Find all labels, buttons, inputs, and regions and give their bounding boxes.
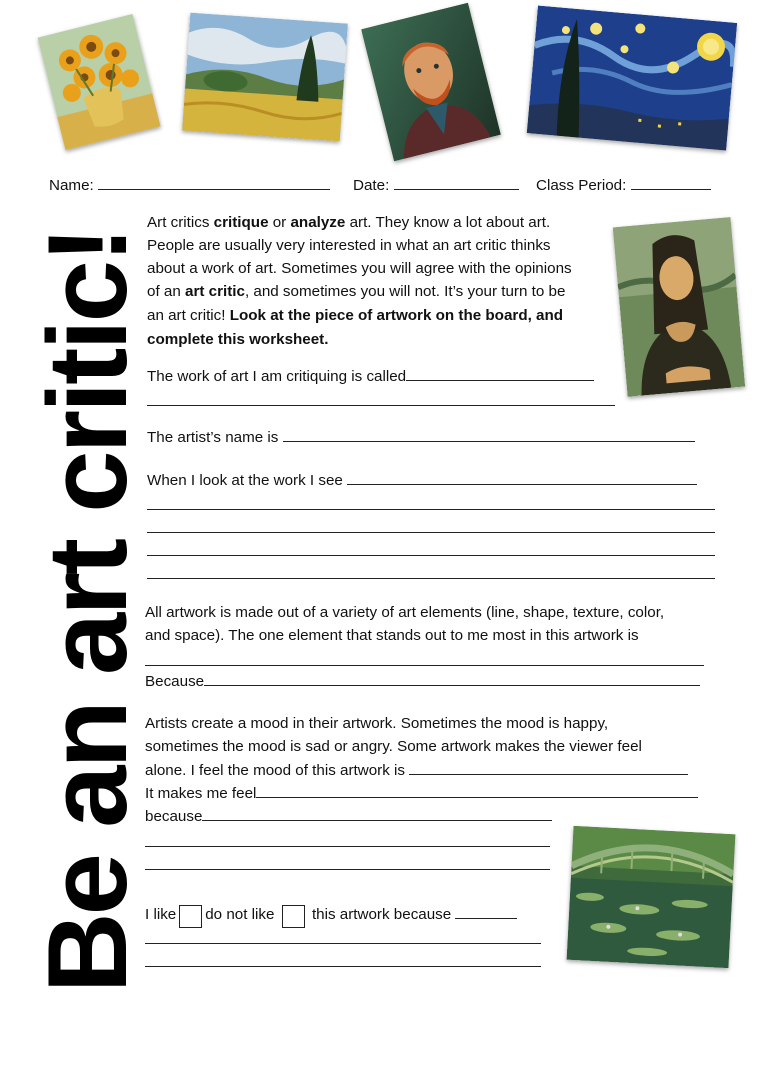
intro-text: an art critic! [147,307,230,324]
intro-text: Art critics [147,214,214,231]
artwork-title-blank-2[interactable] [147,405,615,406]
mood-line-3 [145,759,688,782]
intro-text: or [268,214,291,231]
intro-bold-critique: critique [213,214,269,231]
see-blank[interactable] [347,469,697,485]
intro-text: , and sometimes you will not. It’s your turn to be [244,283,566,300]
see-blank-line-4[interactable] [147,555,715,556]
intro-bold-art-critic: art critic [185,283,245,300]
feel-label: It makes me feel [145,785,257,802]
date-blank[interactable] [394,174,519,190]
side-title: Be an art critic! [25,228,150,994]
class-period-label: Class Period: [536,177,627,194]
like-blank-line-2[interactable] [145,943,541,944]
sunflowers-painting [37,14,160,150]
artwork-title-question [147,365,594,388]
element-because-blank[interactable] [204,670,700,686]
dislike-checkbox[interactable] [282,905,305,928]
feel-blank[interactable] [256,782,698,798]
intro-text: of an [147,283,185,300]
name-label: Name: [49,177,94,194]
element-because-label: Because [145,673,205,690]
artist-blank[interactable] [283,426,695,442]
wheat-field-cypresses-painting [182,13,348,142]
feel-blank-line-2[interactable] [145,846,550,847]
artwork-title-blank[interactable] [406,365,594,381]
see-question [147,469,697,492]
water-lily-pond-bridge-painting [567,826,736,968]
elements-line-1: All artwork is made out of a variety of art elements (line, shape, texture, color, [145,604,665,621]
intro-bold-instruction: Look at the piece of artwork on the board, and [229,307,564,324]
like-because-blank[interactable] [455,903,517,919]
starry-night-painting [527,6,737,151]
intro-bold-analyze: analyze [290,214,346,231]
feel-line [145,782,698,805]
mona-lisa-painting [613,217,745,397]
elements-line-2: and space). The one element that stands out to me most in this artwork is [145,627,639,644]
see-blank-line-2[interactable] [147,509,715,510]
element-because [145,670,700,693]
dislike-label: do not like [205,906,275,923]
like-blank-line-3[interactable] [145,966,541,967]
intro-text: art. They know a lot about art. [345,214,551,231]
artist-question [147,426,695,449]
like-because-label: this artwork because [311,906,452,923]
date-field[interactable] [353,174,519,197]
mood-blank[interactable] [409,759,688,775]
mood-line-2: sometimes the mood is sad or angry. Some artwork makes the viewer feel [145,738,642,755]
like-checkbox[interactable] [179,905,202,928]
feel-because-label: because [145,808,203,825]
intro-line-3: about a work of art. Sometimes you will agree with the opinions [147,260,572,277]
see-blank-line-3[interactable] [147,532,715,533]
class-period-blank[interactable] [631,174,711,190]
element-answer-blank[interactable] [145,665,704,666]
feel-because-blank[interactable] [202,805,552,821]
feel-because-line [145,805,552,828]
intro-line-5 [147,304,563,327]
like-label: I like [145,906,177,923]
intro-line-1 [147,211,550,234]
artwork-title-label: The work of art I am critiquing is called [147,368,407,385]
like-line [145,903,517,928]
intro-line-4 [147,280,565,303]
intro-line-2: People are usually very interested in what an art critic thinks [147,237,551,254]
see-label: When I look at the work I see [147,472,343,489]
class-period-field[interactable] [536,174,711,197]
mood-line-1: Artists create a mood in their artwork. Sometimes the mood is happy, [145,715,609,732]
artist-label: The artist’s name is [147,429,279,446]
feel-blank-line-3[interactable] [145,869,550,870]
date-label: Date: [353,177,390,194]
van-gogh-self-portrait-painting [361,3,501,162]
intro-line-6: complete this worksheet. [147,331,329,348]
see-blank-line-5[interactable] [147,578,715,579]
mood-label: alone. I feel the mood of this artwork is [145,762,406,779]
